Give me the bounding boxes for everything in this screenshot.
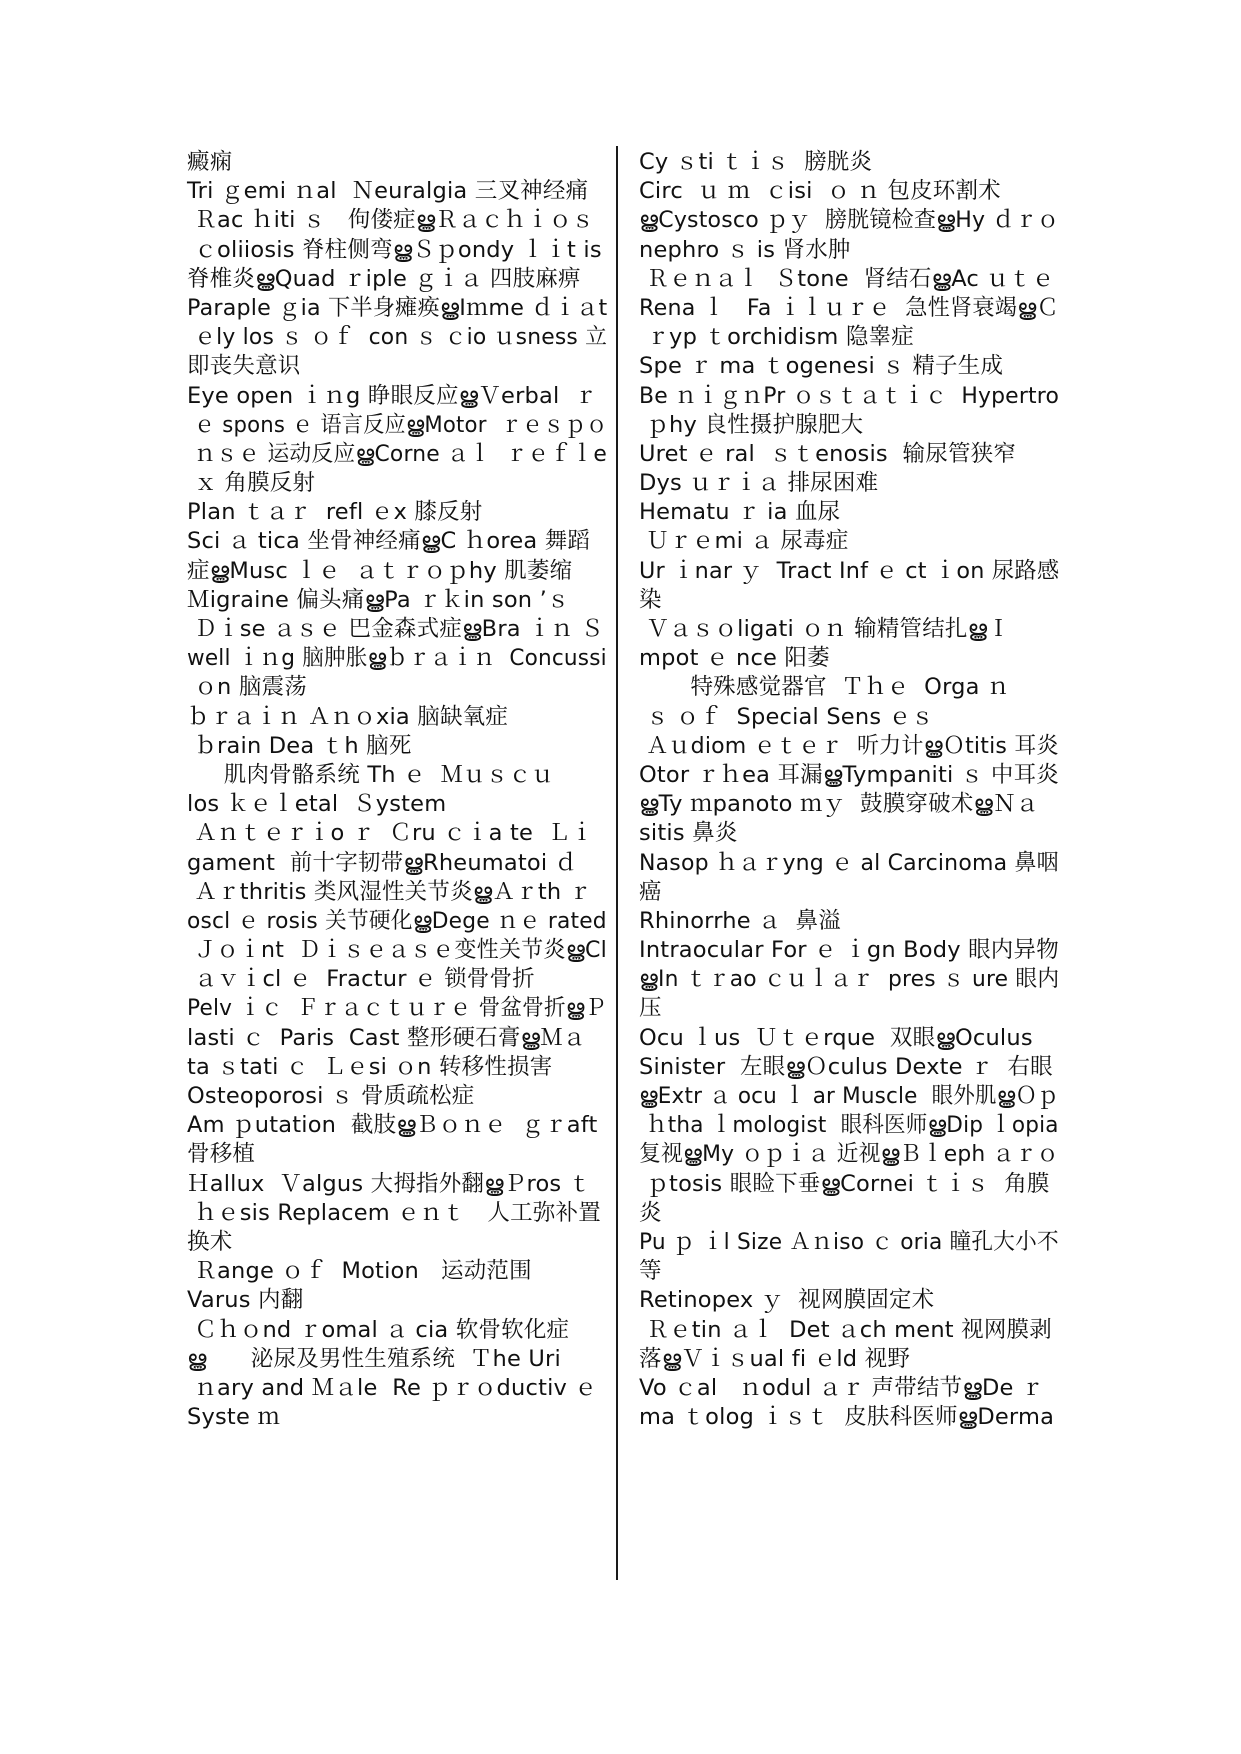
- text-line: Pu ｐ ｉl Size Ａｎiso ｃ oria 瞳孔大小不: [639, 1228, 1059, 1255]
- text-line: Ur ｉnar ｙ Tract Inf ｅ ct ｉon 尿路感: [639, 557, 1060, 584]
- text-line: ｃoliiosis 脊柱侧弯ൠＳｐondy ｌｉt is: [187, 236, 602, 263]
- text-line: 症ൠMusc ｌｅ ａｔｒｏｐhy 肌萎缩: [187, 557, 573, 584]
- text-line: Retinopex ｙ 视网膜固定术: [639, 1287, 935, 1314]
- text-line: Varus 内翻: [187, 1287, 304, 1314]
- text-line: ൠExtr ａ ocu ｌ ar Muscle 眼外肌ൠＯｐ: [639, 1083, 1059, 1109]
- text-line: Pelv ｉｃ Ｆｒａｃｔｕｒｅ 骨盆骨折ൠＰ: [187, 995, 607, 1022]
- right-column: [639, 148, 1059, 1432]
- text-line: los ｋｅｌetal Ｓystem: [187, 791, 447, 818]
- text-line: Ａｒthritis 类风湿性关节炎ൠＡｒth ｒ: [187, 878, 592, 905]
- text-line: ｂｒａｉｎ Ａｎｏxia 脑缺氧症: [187, 703, 509, 730]
- text-line: Vo ｃal ｎodul ａｒ 声带结节ൠDe ｒ: [639, 1374, 1044, 1401]
- text-line: ma ｔolog ｉｓｔ 皮肤科医师ൠDerma: [639, 1404, 1055, 1431]
- text-line: ｅly los ｓ ｏｆ con ｓ ｃio ｕsness 立: [187, 324, 608, 351]
- text-line: Rena ｌ Fa ｉｌｕｒｅ 急性肾衰竭ൠＣ: [639, 294, 1059, 321]
- text-line: 等: [639, 1258, 662, 1285]
- text-line: Sinister 左眼ൠＯculus Dexte ｒ 右眼: [639, 1053, 1053, 1080]
- text-line: Ｒac ｈiti ｓ 佝偻症ൠＲａｃｈｉｏｓ: [187, 207, 595, 234]
- text-line: ta ｓtati ｃ Ｌｅsi ｏn 转移性损害: [187, 1053, 553, 1080]
- text-line: ａｖｉcl ｅ Fractur ｅ 锁骨骨折: [187, 966, 535, 993]
- left-column: [187, 148, 607, 1432]
- text-line: mpot ｅ nce 阳萎: [639, 645, 830, 672]
- text-line: Ｍigraine 偏头痛ൠPa ｒｋin son ’ｓ: [187, 586, 570, 613]
- text-line: Ｄｉse ａｓｅ 巴金森式症ൠBra ｉｎ Ｓ: [187, 616, 604, 642]
- text-line: Ｒｅtin ａｌ Det ａch ment 视网膜剥: [639, 1316, 1052, 1343]
- text-line: ｘ 角膜反射: [187, 470, 316, 497]
- text-line: Ｕｒｅmi ａ 尿毒症: [639, 528, 849, 555]
- text-line: nephro ｓ is 肾水肿: [639, 236, 851, 263]
- text-line: ｐhy 良性摄护腺肥大: [639, 411, 864, 438]
- text-line: well ｉｎg 脑肿胀ൠｂｒａｉｎ Concussi: [187, 645, 607, 672]
- text-line: 压: [639, 995, 662, 1022]
- text-line: Ｖａｓｏligati ｏｎ 输精管结扎ൠＩ: [639, 616, 1010, 642]
- text-line: 骨移植: [187, 1141, 256, 1168]
- text-line: 癌: [639, 878, 662, 905]
- text-line: ｈtha ｌmologist 眼科医师ൠDip ｌopia: [639, 1112, 1059, 1139]
- text-line: gament 前十字韧带ൠRheumatoi ｄ: [187, 849, 578, 876]
- text-line: Paraple ｇia 下半身瘫痪ൠIｍme ｄｉａt: [187, 294, 608, 321]
- text-line: ൠ 泌尿及男性生殖系统 Ｔhe Uri: [187, 1345, 561, 1372]
- text-line: ｒyp ｔorchidism 隐睾症: [639, 324, 914, 351]
- text-line: Ａｕdiom ｅｔｅｒ 听力计ൠＯtitis 耳炎: [639, 732, 1059, 759]
- text-line: Circ ｕ ｍ ｃisi ｏ ｎ 包皮环割术: [639, 178, 1001, 205]
- text-line: Am ｐutation 截肢ൠＢｏｎｅ ｇｒaft: [187, 1112, 598, 1139]
- text-line: 炎: [639, 1199, 662, 1226]
- text-line: Uret ｅ ral ｓｔenosis 输尿管狭窄: [639, 440, 1017, 467]
- text-line: 肌肉骨骼系统 Th ｅ Ｍｕｓｃｕ: [187, 761, 554, 788]
- text-line: Cy ｓti ｔｉｓ 膀胱炎: [639, 149, 873, 175]
- text-line: 复视ൠMy ｏｐｉａ 近视ൠＢｌeph ａｒｏ: [639, 1141, 1059, 1168]
- text-line: Intraocular For ｅ ｉgn Body 眼内异物: [639, 937, 1059, 964]
- text-line: ｈｅsis Replacem ｅｎｔ 人工弥补置: [187, 1199, 601, 1226]
- text-line: 特殊感觉器官 Ｔｈｅ Orga ｎ: [639, 674, 1010, 701]
- text-line: ｎｓｅ 运动反应ൠCorne ａｌ ｒｅｆｌe: [187, 440, 608, 467]
- column-divider: [616, 146, 618, 1580]
- text-line: Dys ｕｒｉａ 排尿困难: [639, 470, 879, 497]
- text-line: ｎary and Ｍａle Re ｐｒｏductiv ｅ: [187, 1374, 598, 1401]
- text-line: oscl ｅ rosis 关节硬化ൠDege ｎｅ rated: [187, 907, 607, 934]
- text-line: Ｒｅｎａｌ Ｓtone 肾结石ൠAc ｕｔｅ: [639, 265, 1055, 292]
- text-line: ｓ ｏｆ Special Sens ｅｓ: [639, 703, 934, 730]
- text-line: Ｈallux Ｖalgus 大拇指外翻ൠＰros ｔ: [187, 1170, 592, 1197]
- text-line: Nasop ｈａｒyng ｅ al Carcinoma 鼻咽: [639, 849, 1059, 876]
- text-line: Be ｎｉｇｎPr ｏｓｔａｔｉｃ Hypertro: [639, 382, 1060, 409]
- text-line: 换术: [187, 1228, 233, 1255]
- text-line: 落ൠＶｉｓual fi ｅld 视野: [639, 1345, 911, 1372]
- text-line: Osteoporosi ｓ 骨质疏松症: [187, 1083, 475, 1109]
- text-line: Otor ｒｈea 耳漏ൠTympaniti ｓ 中耳炎: [639, 761, 1059, 788]
- text-line: Rhinorrhe ａ 鼻溢: [639, 907, 841, 934]
- text-line: lasti ｃ Paris Cast 整形硬石膏ൠＭａ: [187, 1024, 586, 1051]
- text-line: Plan ｔａｒ refl ｅx 膝反射: [187, 499, 483, 526]
- text-line: Spe ｒ ma ｔogenesi ｓ 精子生成: [639, 353, 1004, 380]
- text-line: 即丧失意识: [187, 353, 301, 380]
- text-line: Ａｎｔｅｒｉo ｒ Ｃru ｃｉa te Ｌｉ: [187, 820, 594, 847]
- text-line: ｐtosis 眼睑下垂ൠCornei ｔｉｓ 角膜: [639, 1170, 1050, 1197]
- text-line: ｅ spons ｅ 语言反应ൠMotor ｒｅｓｐｏ: [187, 411, 608, 438]
- text-line: Ｒange ｏｆ Motion 运动范围: [187, 1258, 532, 1285]
- text-line: ൠCystosco ｐｙ 膀胱镜检查ൠHy ｄｒｏ: [639, 207, 1060, 234]
- text-line: Sci ａ tica 坐骨神经痛ൠC ｈorea 舞蹈: [187, 528, 591, 555]
- text-line: 癜痫: [187, 149, 233, 175]
- text-line: 染: [639, 586, 662, 613]
- text-line: 脊椎炎ൠQuad ｒiple ｇｉａ 四肢麻痹: [187, 265, 581, 292]
- text-line: sitis 鼻炎: [639, 820, 738, 847]
- text-line: Hematu ｒ ia 血尿: [639, 499, 841, 526]
- text-line: ｂrain Dea ｔh 脑死: [187, 732, 412, 759]
- text-line: Ｊｏｉnt Ｄｉｓｅａｓｅ变性关节炎ൠCl: [187, 937, 607, 964]
- text-line: Ocu ｌus Ｕｔｅrque 双眼ൠOculus: [639, 1024, 1033, 1051]
- text-line: Eye open ｉｎg 睁眼反应ൠＶerbal ｒ: [187, 382, 597, 409]
- text-line: Syste ｍ: [187, 1404, 281, 1431]
- text-line: ൠTy ｍpanoto ｍｙ 鼓膜穿破术ൠＮａ: [639, 791, 1039, 818]
- text-line: Ｃｈｏnd ｒomal ａ cia 软骨软化症: [187, 1316, 570, 1343]
- text-line: Tri ｇemi ｎal Ｎeuralgia 三叉神经痛: [187, 178, 589, 205]
- text-line: ｏn 脑震荡: [187, 674, 307, 701]
- text-line: ൠIn ｔｒao ｃｕｌａｒ pres ｓ ure 眼内: [639, 966, 1060, 993]
